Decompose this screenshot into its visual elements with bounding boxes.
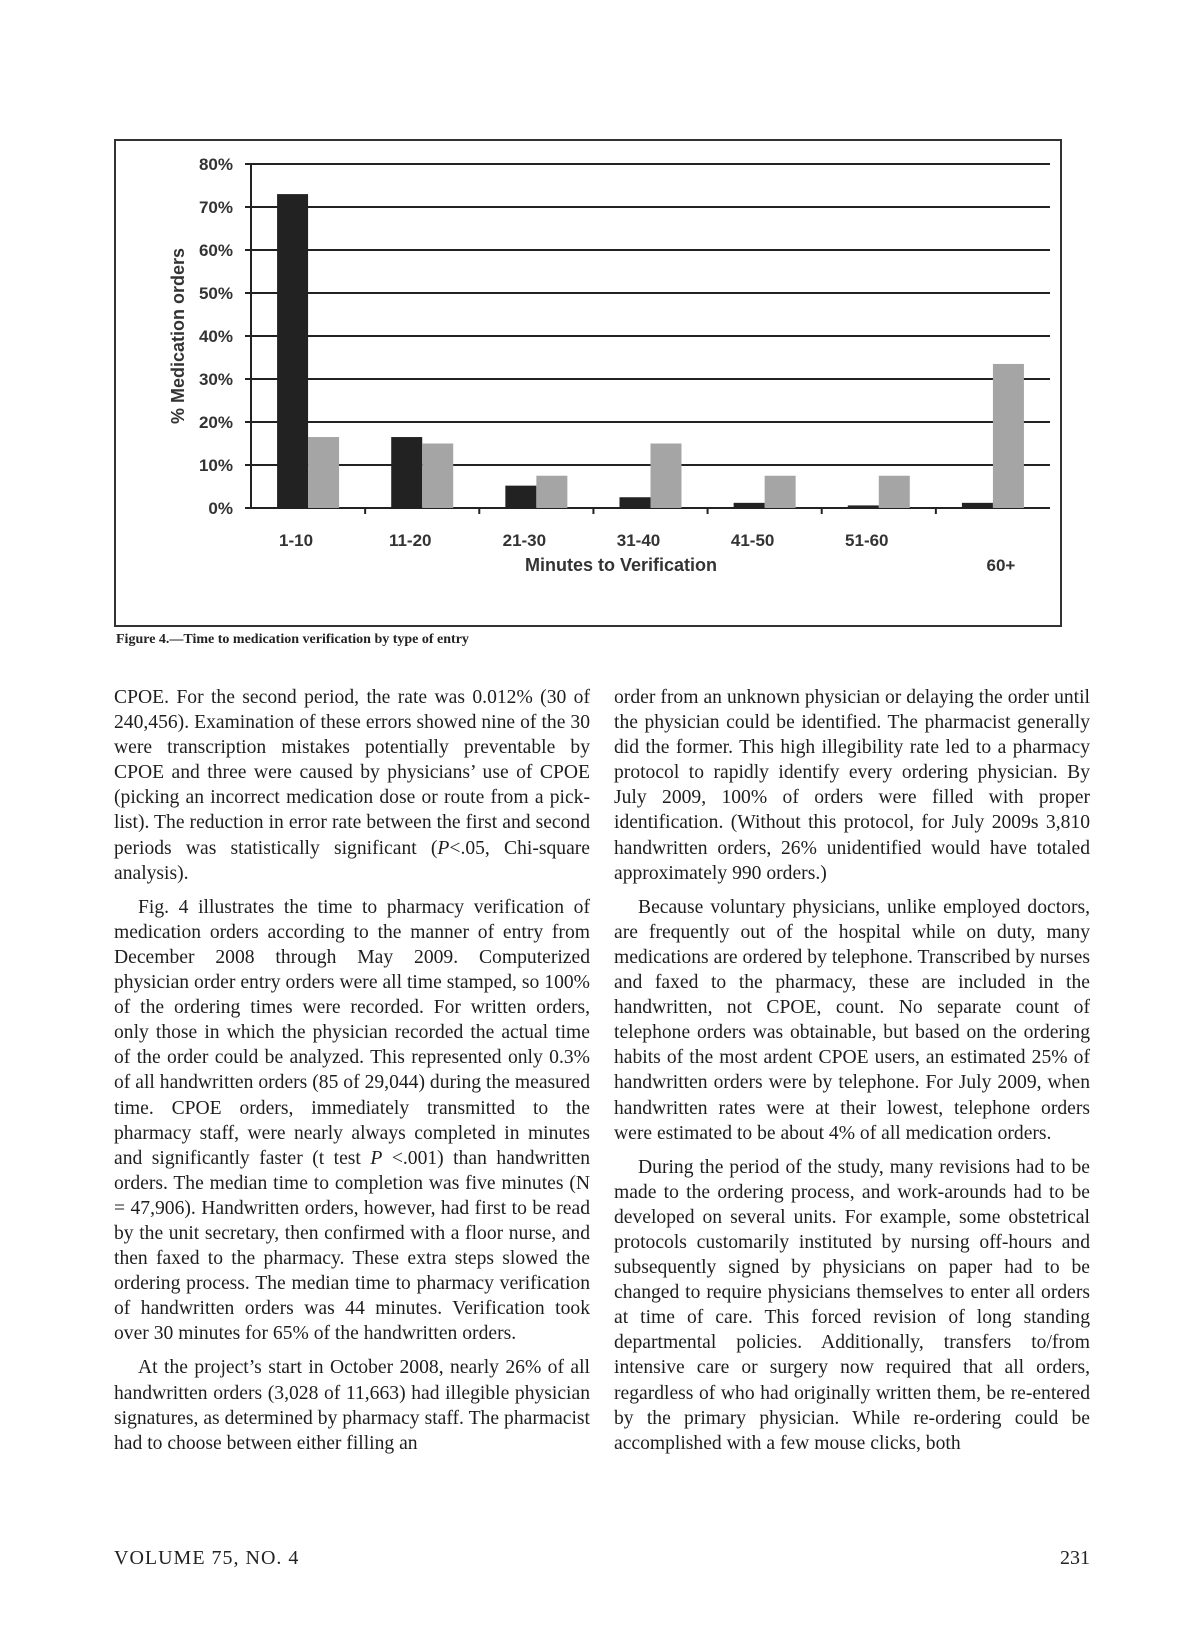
bar-handwritten-21-30 — [536, 476, 567, 508]
footer-volume: VOLUME 75, NO. 4 — [114, 1547, 300, 1569]
y-tick-label: 70% — [198, 198, 233, 217]
left-text-column — [114, 685, 590, 1465]
figure-caption: Figure 4.—Time to medication verification by type of entry — [116, 632, 469, 647]
paragraph: At the project’s start in October 2008, nearly 26% of all handwritten orders (3,028 of 11,663) had illegible physician signatures, as determined by pharmacy staff. The pharmacist had to choose between either filling an — [114, 1357, 590, 1454]
y-tick-label: 0% — [208, 499, 233, 518]
x-tick-label: 60+ — [986, 556, 1016, 575]
x-tick-label: 11-20 — [388, 531, 432, 550]
paragraph: Fig. 4 illustrates the time to pharmacy verification of medication orders according to the manner of entry from December 2008 through May 2009. Computerized physician order entry orders were all time stamped, so 100% of the ordering times were recorded. For written orders, only those in which the physician recorded the actual time of the order could be analyzed. This represented only 0.3% of all handwritten orders (85 of 29,044) during the measured time. CPOE orders, immediately transmitted to the pharmacy staff, were nearly always completed in minutes and significantly faster (t test P <.001) than handwritten orders. The median time to completion was five minutes (N = 47,906). Handwritten orders, however, had first to be read by the unit secretary, then confirmed with a floor nurse, and then faxed to the pharmacy. These extra steps slowed the ordering process. The median time to pharmacy verification of handwritten orders was 44 minutes. Verification took over 30 minutes for 65% of the handwritten orders. — [114, 896, 590, 1345]
bar-cpoe-60+ — [962, 503, 993, 508]
x-tick-label: 31-40 — [616, 531, 661, 550]
y-tick-label: 80% — [198, 155, 233, 174]
bar-chart — [116, 141, 1060, 625]
bar-cpoe-11-20 — [391, 437, 422, 508]
x-tick-label: 1-10 — [279, 531, 314, 550]
bar-cpoe-21-30 — [505, 486, 536, 508]
bar-cpoe-31-40 — [620, 497, 651, 508]
paragraph: CPOE. For the second period, the rate was 0.012% (30 of 240,456). Examination of these errors showed nine of the 30 were transcription mistakes potentially preventable by CPOE and three were caused by physicians’ use of CPOE (picking an incorrect medication dose or route from a pick-list). The reduction in error rate between the first and second periods was statistically significant (P<.05, Chi-square analysis). — [114, 687, 590, 884]
bar-cpoe-1-10 — [277, 194, 308, 508]
bar-handwritten-31-40 — [651, 444, 682, 509]
figure-4-chart — [114, 139, 1062, 627]
x-tick-label: 51-60 — [845, 531, 889, 550]
bar-cpoe-41-50 — [734, 503, 765, 508]
y-tick-label: 30% — [198, 370, 233, 389]
bar-handwritten-1-10 — [308, 437, 339, 508]
x-axis-title: Minutes to Verification — [524, 555, 718, 575]
right-text-column — [614, 685, 1090, 1465]
paragraph: Because voluntary physicians, unlike employed doctors, are frequently out of the hospital while on duty, many medications are ordered by telephone. Transcribed by nurses and faxed to the pharmacy, these are included in the handwritten, not CPOE, count. No separate count of telephone orders was obtainable, but based on the ordering habits of the most ardent CPOE users, an estimated 25% of handwritten orders were by telephone. For July 2009, when handwritten rates were at their lowest, telephone orders were estimated to be about 4% of all medication orders. — [614, 896, 1090, 1144]
y-tick-label: 50% — [198, 284, 233, 303]
page-number: 231 — [1060, 1547, 1090, 1569]
y-tick-label: 10% — [198, 456, 233, 475]
y-tick-label: 40% — [198, 327, 233, 346]
y-axis-title: % Medication orders — [168, 247, 188, 425]
bar-handwritten-51-60 — [879, 476, 910, 508]
bar-handwritten-60+ — [993, 364, 1024, 508]
paragraph: order from an unknown physician or delaying the order until the physician could be identified. The pharmacist generally did the former. This high illegibility rate led to a pharmacy protocol to rapidly identify every ordering physician. By July 2009, 100% of orders were filled with proper identification. (Without this protocol, for July 2009s 3,810 handwritten orders, 26% unidentified would have totaled approximately 990 orders.) — [614, 687, 1090, 884]
bar-handwritten-41-50 — [765, 476, 796, 508]
y-tick-label: 20% — [198, 413, 233, 432]
bar-handwritten-11-20 — [422, 444, 453, 509]
paragraph: During the period of the study, many revisions had to be made to the ordering process, and work-arounds had to be developed on several units. For example, some obstetrical protocols customarily instituted by nursing off-hours and subsequently signed by physicians on paper had to be changed to require physicians themselves to enter all orders at time of care. This forced revision of long standing departmental policies. Additionally, transfers to/from intensive care or surgery now required that all orders, regardless of who had originally written them, be re-entered by the primary physician. While re-ordering could be accomplished with a few mouse clicks, both — [614, 1156, 1090, 1454]
x-tick-label: 41-50 — [730, 531, 775, 550]
bar-cpoe-51-60 — [848, 505, 879, 508]
y-tick-label: 60% — [198, 241, 233, 260]
x-tick-label: 21-30 — [502, 531, 547, 550]
